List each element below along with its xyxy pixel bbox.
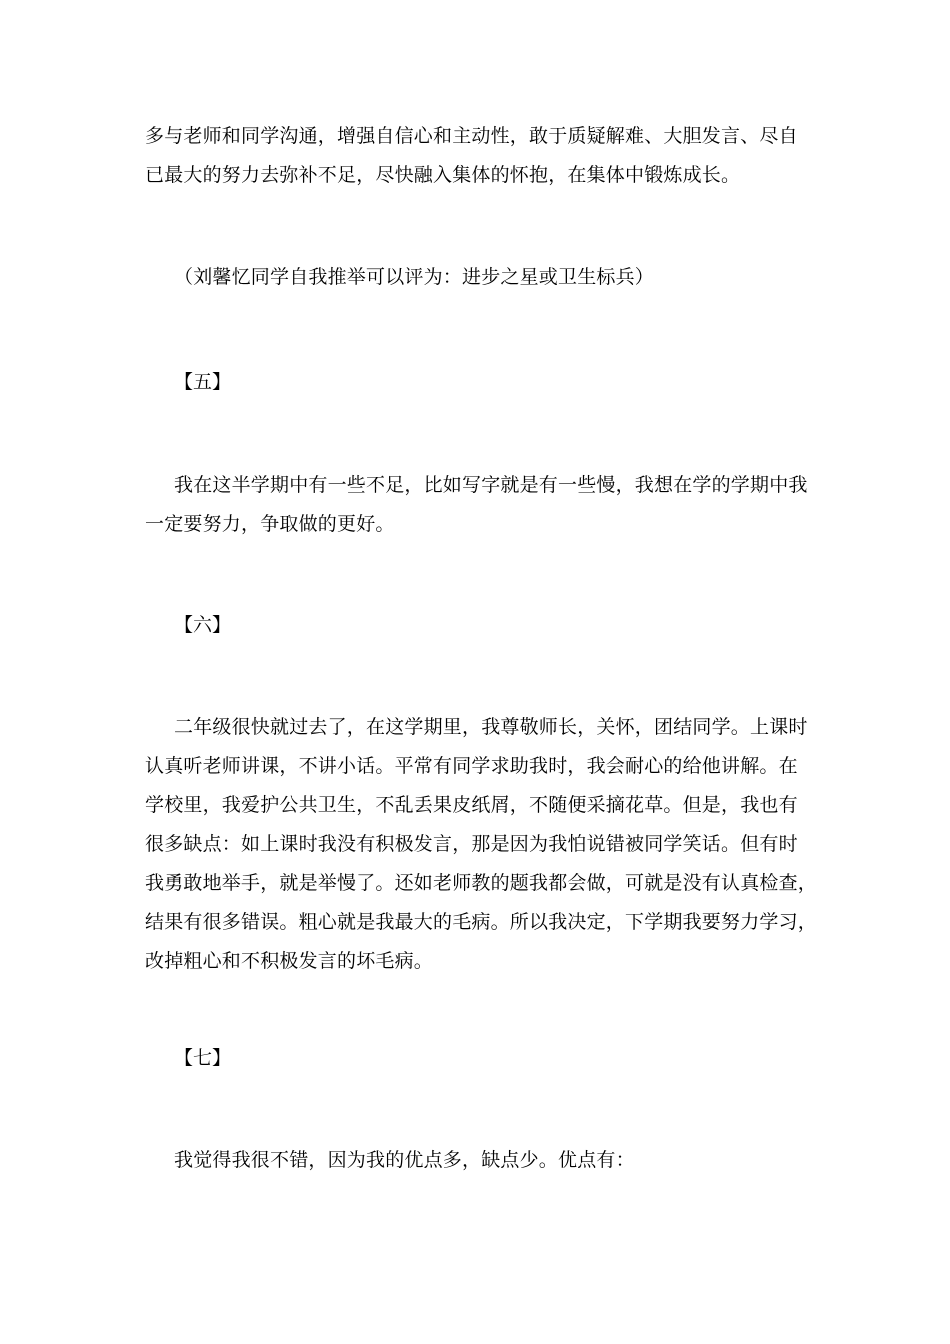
text-line: 学校里，我爱护公共卫生，不乱丢果皮纸屑，不随便采摘花草。但是，我也有 [145, 794, 798, 816]
text-line: 多与老师和同学沟通，增强自信心和主动性，敢于质疑解难、大胆发言、尽自 [145, 125, 798, 147]
section-heading-seven: 【七】 [174, 1047, 232, 1069]
paragraph-section-five [145, 466, 813, 544]
section-heading-five: 【五】 [174, 371, 232, 393]
paragraph-section-six [145, 708, 818, 981]
text-line: 认真听老师讲课，不讲小话。平常有同学求助我时，我会耐心的给他讲解。在 [145, 755, 798, 777]
text-line: （刘馨忆同学自我推举可以评为：进步之星或卫生标兵） [174, 266, 655, 288]
paragraph-section-seven [174, 1141, 842, 1180]
text-line: 改掉粗心和不积极发言的坏毛病。 [145, 950, 434, 972]
text-line: 我在这半学期中有一些不足，比如写字就是有一些慢，我想在学的学期中我 [174, 474, 808, 496]
text-line: 已最大的努力去弥补不足，尽快融入集体的怀抱，在集体中锻炼成长。 [145, 164, 741, 186]
paragraph-nomination-note [174, 258, 842, 297]
text-line: 二年级很快就过去了，在这学期里，我尊敬师长，关怀，团结同学。上课时 [174, 716, 808, 738]
text-line: 我勇敢地举手，就是举慢了。还如老师教的题我都会做，可就是没有认真检查， [145, 872, 818, 894]
text-line: 很多缺点：如上课时我没有积极发言，那是因为我怕说错被同学笑话。但有时 [145, 833, 798, 855]
text-line: 结果有很多错误。粗心就是我最大的毛病。所以我决定，下学期我要努力学习， [145, 911, 818, 933]
text-line: 我觉得我很不错，因为我的优点多，缺点少。优点有： [174, 1149, 635, 1171]
text-line: 一定要努力，争取做的更好。 [145, 513, 395, 535]
paragraph-self-improvement [145, 117, 813, 195]
section-heading-six: 【六】 [174, 614, 232, 636]
